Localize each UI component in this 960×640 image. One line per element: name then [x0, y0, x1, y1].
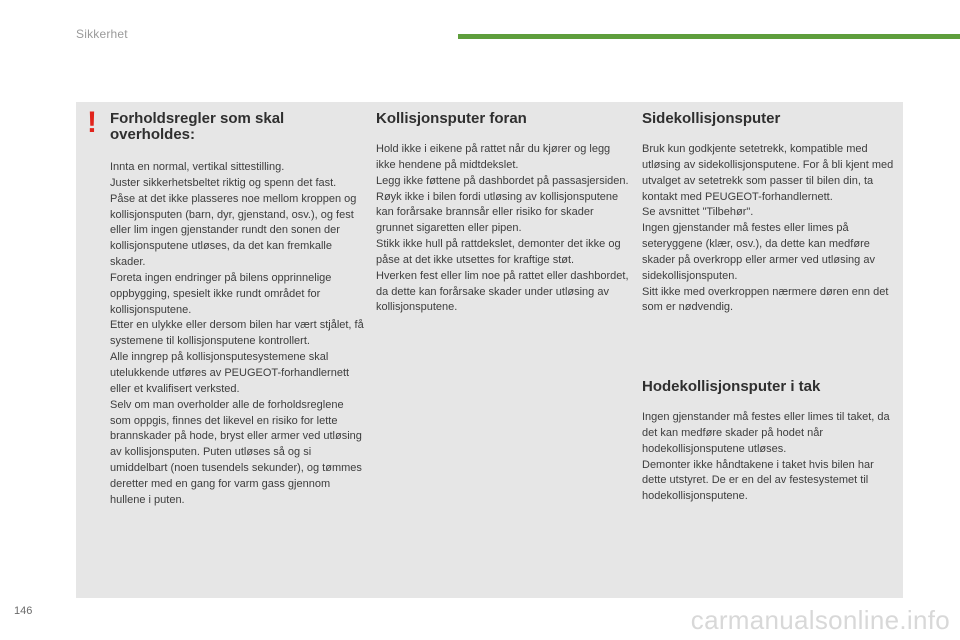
curtain-airbags-heading: Hodekollisjonsputer i tak	[642, 378, 821, 395]
curtain-airbags-text: Ingen gjenstander må festes eller limes til taket, da det kan medføre skader på hodet når hodekollisjonsputene utløses. Demonter ikke håndtakene i taket hvis bilen har dette utstyret. De er en del av festesystemet til hodekollisjonsputene.	[642, 411, 890, 503]
precautions-heading: Forholdsregler som skal overholdes:	[110, 110, 285, 143]
front-airbags-text: Hold ikke i eikene på rattet når du kjører og legg ikke hendene på midtdekslet. Legg ikke føttene på dashbordet på passasjersiden. Røyk ikke i bilen fordi utløsing av kollisjonsputene kan forårsake brannsår eller risiko for skader grunnet sigaretten eller pipen. Stikk ikke hull på rattdekslet, demonter det ikke og påse at det ikke utsettes for kraftige støt. Hverken fest eller lim noe på rattet eller dashbordet, da dette kan forårsake skader under utløsing av kollisjonsputene.	[376, 143, 629, 314]
watermark: carmanualsonline.info	[690, 605, 950, 635]
exclamation-mark-icon: !	[87, 106, 97, 139]
front-airbags-heading: Kollisjonsputer foran	[376, 110, 527, 127]
section-title: Sikkerhet	[76, 27, 128, 41]
side-airbags-column	[642, 111, 900, 316]
front-airbags-column	[376, 111, 631, 316]
side-airbags-heading: Sidekollisjonsputer	[642, 110, 781, 127]
side-airbags-text: Bruk kun godkjente setetrekk, kompatible med utløsing av sidekollisjonsputene. For å bli kjent med utvalget av setetrekk som passer til bilen din, ta kontakt med PEUGEOT-forhandlernett. Se avsnittet "Tilbehør". Ingen gjenstander må festes eller limes på seteryggene (klær, osv.), da dette kan medføre skader på overkropp eller armer ved utløsing av sidekollisjonsputen. Sitt ikke med overkroppen nærmere døren enn det som er nødvendig.	[642, 143, 894, 314]
precautions-text: Innta en normal, vertikal sittestilling. Juster sikkerhetsbeltet riktig og spenn det fast. Påse at det ikke plasseres noe mellom kroppen og kollisjonsputen (barn, dyr, gjenstand, osv.), og fest eller lim ingen gjenstander rundt den sonen der kollisjonsputene utløses, da det kan fremkalle skader. Foreta ingen endringer på bilens opprinnelige oppbygging, spesielt ikke rundt området for kollisjonsputene. Etter en ulykke eller dersom bilen har vært stjålet, få systemene til kollisjonsputene kontrollert. Alle inngrep på kollisjonsputesystemene skal utelukkende utføres av PEUGEOT-forhandlernett eller et kvalifisert verksted. Selv om man overholder alle de forholdsreglene som oppgis, finnes det likevel en risiko for lette brannskader på hode, bryst eller armer ved utløsing av kollisjonsputen. Puten utløses så og si umiddelbart (noen tusendels sekunder), og tømmes deretter med en gang for varm gass gjennom hullene i puten.	[110, 161, 364, 506]
precautions-column	[110, 111, 365, 509]
page-number: 146	[14, 605, 33, 617]
curtain-airbags-column	[642, 379, 900, 505]
section-accent-bar	[458, 34, 960, 39]
